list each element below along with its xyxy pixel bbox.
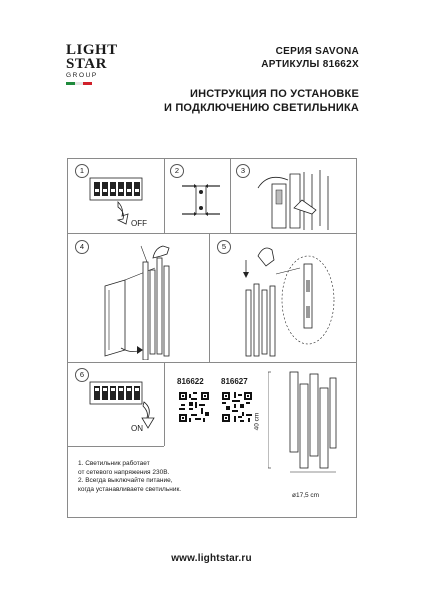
- grid-divider: [164, 158, 165, 233]
- grid-divider: [67, 362, 357, 363]
- logo-line-star: STAR: [66, 56, 107, 72]
- series-block: [261, 45, 359, 71]
- step-number-5: 5: [217, 240, 231, 254]
- title-line-1: ИНСТРУКЦИЯ ПО УСТАНОВКЕ: [190, 88, 359, 100]
- grid-divider: [230, 158, 231, 233]
- step-number-4: 4: [75, 240, 89, 254]
- lightstar-logo: [66, 43, 124, 103]
- grid-divider: [164, 362, 165, 446]
- grid-divider: [67, 233, 357, 234]
- article-code-2: 816627: [221, 377, 248, 386]
- series-name: СЕРИЯ SAVONA: [275, 46, 359, 57]
- qr-code-icon: [222, 392, 252, 422]
- title-line-2: И ПОДКЛЮЧЕНИЮ СВЕТИЛЬНИКА: [163, 102, 359, 114]
- logo-line-light: LIGHT: [66, 42, 118, 58]
- logo-line-group: GROUP: [66, 72, 98, 79]
- note-line: 2. Всегда выключайте питание,: [78, 477, 173, 484]
- width-dimension: ø17,5 cm: [292, 492, 320, 499]
- note-line: 1. Светильник работает: [78, 460, 150, 467]
- note-line: когда устанавливаете светильник.: [78, 485, 182, 493]
- note-line: от сетевого напряжения 230В.: [78, 468, 170, 476]
- italian-flag-icon: [66, 82, 92, 85]
- off-label: OFF: [131, 219, 147, 228]
- qr-code-icon: [179, 392, 209, 422]
- step-number-3: 3: [236, 164, 250, 178]
- instruction-title: [164, 87, 359, 115]
- step-number-1: 1: [75, 164, 89, 178]
- height-dimension: 40 cm: [253, 412, 261, 431]
- fixture-attach-illustration: [95, 240, 207, 360]
- wall-mount-illustration: [250, 168, 350, 232]
- circuit-breaker-off-illustration: [88, 176, 162, 232]
- grid-divider: [67, 446, 164, 447]
- lamp-insert-illustration: [230, 240, 354, 360]
- website-link[interactable]: www.lightstar.ru: [171, 553, 252, 564]
- on-label: ON: [131, 424, 143, 433]
- circuit-breaker-on-illustration: [88, 380, 162, 436]
- step-number-6: 6: [75, 368, 89, 382]
- safety-notes: [78, 460, 181, 494]
- article-codes: АРТИКУЛЫ 81662X: [261, 59, 359, 70]
- mounting-bracket-illustration: [178, 172, 224, 230]
- article-code-1: 816622: [177, 377, 204, 386]
- fixture-front-view-illustration: [268, 370, 346, 474]
- step-number-2: 2: [170, 164, 184, 178]
- grid-divider: [209, 233, 210, 362]
